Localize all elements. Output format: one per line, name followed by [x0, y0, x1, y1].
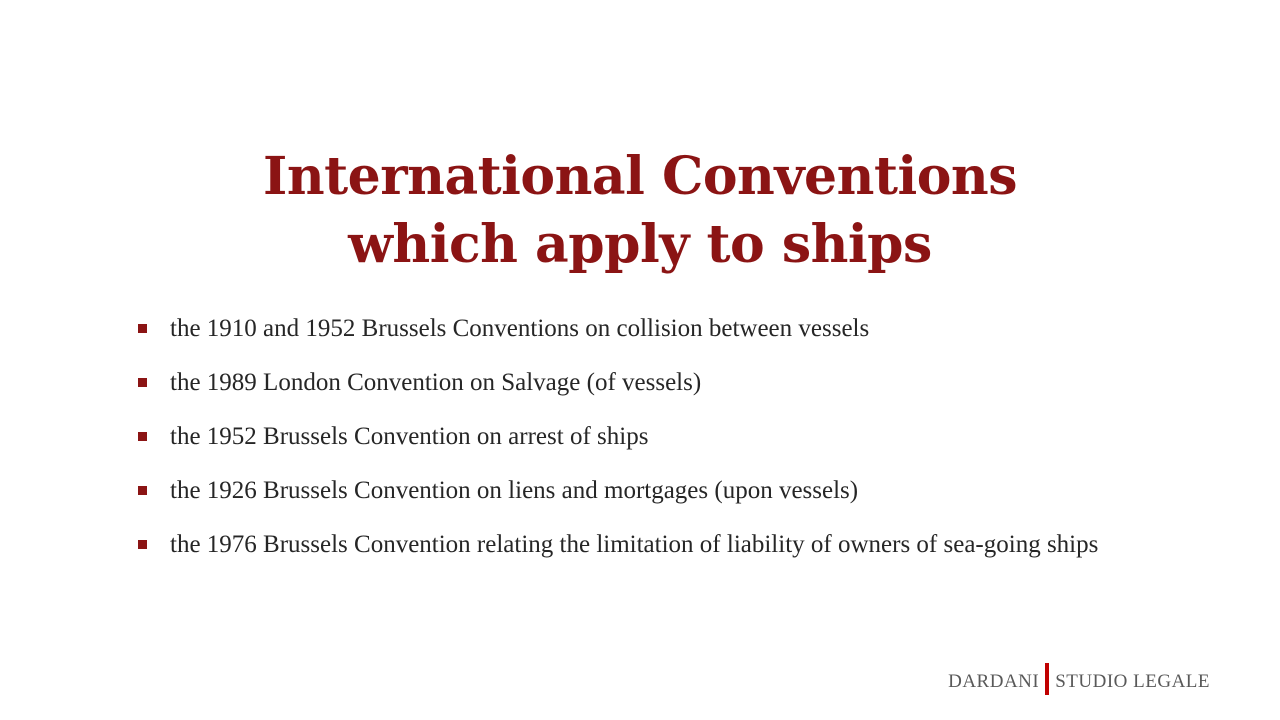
slide-title-line-2: which apply to ships: [348, 213, 932, 275]
footer-brand-name: DARDANI: [948, 671, 1040, 692]
square-bullet-icon: [138, 432, 147, 441]
slide-title: [140, 143, 1140, 279]
slide-title-line-1: International Conventions: [263, 145, 1017, 207]
bullet-list: [132, 312, 1126, 582]
bullet-text: the 1952 Brussels Convention on arrest of ships: [170, 423, 649, 450]
bullet-item: [132, 366, 1126, 400]
bullet-text: the 1989 London Convention on Salvage (of vessels): [170, 369, 702, 396]
footer-brand: [948, 664, 1210, 700]
square-bullet-icon: [138, 540, 147, 549]
bullet-text: the 1910 and 1952 Brussels Conventions on collision between vessels: [170, 315, 870, 342]
square-bullet-icon: [138, 324, 147, 333]
bullet-item: [132, 420, 1126, 454]
footer-divider: [1045, 663, 1049, 695]
footer-brand-subtitle: STUDIO LEGALE: [1055, 671, 1210, 692]
square-bullet-icon: [138, 378, 147, 387]
bullet-item: [132, 474, 1126, 508]
bullet-text: the 1976 Brussels Convention relating the limitation of liability of owners of sea-going ships: [170, 531, 1099, 558]
square-bullet-icon: [138, 486, 147, 495]
bullet-text: the 1926 Brussels Convention on liens and mortgages (upon vessels): [170, 477, 859, 504]
bullet-item: [132, 528, 1126, 562]
bullet-item: [132, 312, 1126, 346]
